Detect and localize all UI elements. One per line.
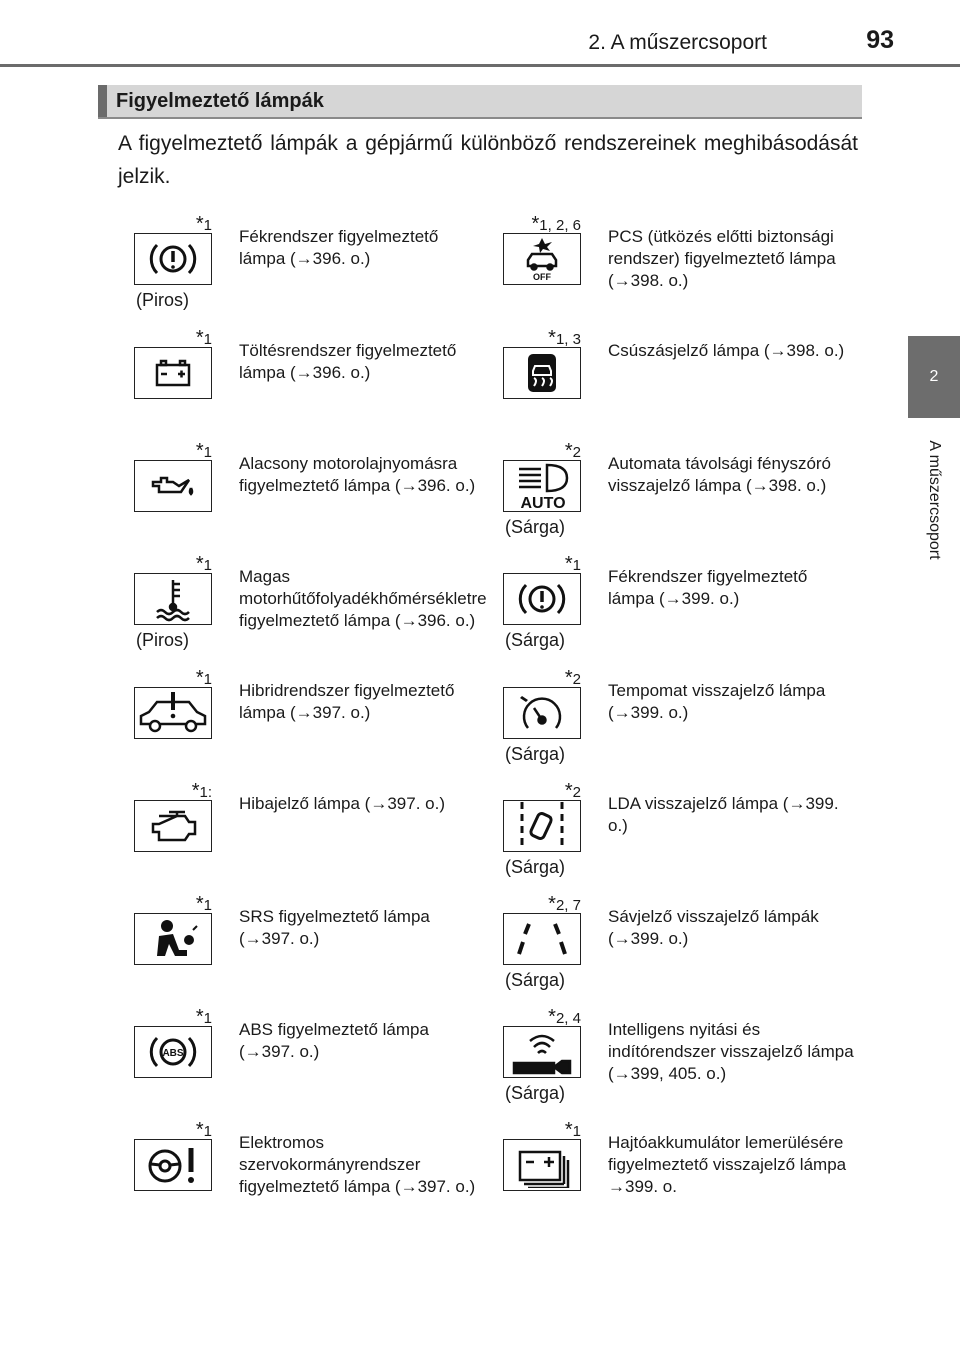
indicator-footnote-ref: *2, 4 — [548, 1006, 581, 1028]
indicator-icon-box — [134, 913, 212, 965]
indicator-icon-box — [503, 1139, 581, 1191]
svg-text:OFF: OFF — [533, 272, 551, 282]
indicator-icon-box — [134, 347, 212, 399]
indicator-icon-box — [134, 1139, 212, 1191]
indicator-item — [501, 667, 861, 775]
indicator-icon-box — [503, 687, 581, 739]
indicator-description: Fékrendszer figyelmeztető lámpa (→396. o.) — [239, 227, 439, 268]
indicator-description: Töltésrendszer figyelmeztető lámpa (→396. o.) — [239, 341, 457, 382]
indicator-item — [132, 667, 492, 775]
abs-icon — [143, 1030, 203, 1074]
indicator-description: Magas motorhűtőfolyadékhőmérsékletre figyelmeztető lámpa (→396. o.) — [239, 567, 487, 630]
indicator-item — [132, 780, 492, 888]
indicator-footnote-ref: *1 — [195, 893, 212, 915]
indicator-color-label: (Sárga) — [505, 857, 566, 877]
indicator-icon-box — [134, 233, 212, 285]
indicator-description: Hibridrendszer figyelmeztető lámpa (→397. o.) — [239, 681, 455, 722]
indicator-item — [501, 440, 861, 548]
indicator-item — [132, 893, 492, 1001]
pcs-off-icon — [512, 236, 572, 282]
page-number: 93 — [866, 26, 894, 54]
indicator-icon-box — [134, 687, 212, 739]
indicator-color-label: (Piros) — [136, 290, 189, 310]
indicator-description: Intelligens nyitási és indítórendszer visszajelző lámpa (→399, 405. o.) — [608, 1020, 854, 1083]
indicator-item — [501, 1006, 861, 1114]
chapter-tab-number: 2 — [929, 368, 939, 385]
indicator-description: Tempomat visszajelző lámpa (→399. o.) — [608, 681, 826, 722]
check-engine-icon — [141, 804, 205, 848]
section-rule — [98, 117, 862, 119]
indicator-color-label: (Sárga) — [505, 1083, 566, 1103]
indicator-footnote-ref: *1 — [195, 440, 212, 462]
indicator-description: SRS figyelmeztető lámpa (→397. o.) — [239, 907, 430, 948]
indicator-item — [132, 1119, 492, 1227]
indicator-item — [501, 213, 861, 321]
svg-text:ABS: ABS — [162, 1048, 184, 1059]
indicator-icon-box — [503, 913, 581, 965]
indicator-item — [501, 1119, 861, 1227]
indicator-footnote-ref: *1 — [195, 327, 212, 349]
indicator-footnote-ref: *1, 3 — [548, 327, 581, 349]
indicator-footnote-ref: *2, 7 — [548, 893, 581, 915]
indicator-item — [501, 553, 861, 661]
indicator-item — [132, 1006, 492, 1114]
indicator-icon-box — [503, 800, 581, 852]
indicator-footnote-ref: *2 — [564, 780, 581, 802]
indicator-description: Hibajelző lámpa (→397. o.) — [239, 794, 445, 813]
chapter-title: 2. A műszercsoport — [588, 31, 767, 54]
indicator-item — [132, 213, 492, 321]
indicator-footnote-ref: *1 — [195, 1119, 212, 1141]
indicator-icon-box — [134, 800, 212, 852]
svg-text:AUTO: AUTO — [520, 495, 566, 511]
indicator-description: Elektromos szervokormányrendszer figyelmeztető lámpa (→397. o.) — [239, 1133, 476, 1196]
indicator-description: PCS (ütközés előtti biztonsági rendszer) figyelmeztető lámpa (→398. o.) — [608, 227, 836, 290]
indicator-icon-box — [134, 573, 212, 625]
smart-key-icon — [506, 1027, 578, 1077]
chapter-side-label: A műszercsoport — [926, 440, 943, 560]
indicator-footnote-ref: *1 — [195, 667, 212, 689]
lane-marker-icon — [507, 916, 577, 962]
indicator-item — [501, 327, 861, 435]
indicator-icon-box — [503, 460, 581, 512]
auto-high-beam-icon — [507, 461, 577, 511]
section-intro: A figyelmeztető lámpák a gépjármű különböző rendszereinek meghibásodását jelzik. — [118, 132, 858, 188]
oil-pressure-icon — [143, 466, 203, 506]
indicator-item — [501, 780, 861, 888]
indicator-description: Sávjelző visszajelző lámpák (→399. o.) — [608, 907, 819, 948]
header-rule — [0, 64, 960, 67]
indicator-description: ABS figyelmeztető lámpa (→397. o.) — [239, 1020, 429, 1061]
indicator-color-label: (Sárga) — [505, 970, 566, 990]
indicator-icon-box — [503, 347, 581, 399]
indicator-description: Fékrendszer figyelmeztető lámpa (→399. o.) — [608, 567, 808, 608]
indicator-footnote-ref: *1 — [195, 1006, 212, 1028]
indicator-footnote-ref: *1 — [564, 553, 581, 575]
hybrid-warning-icon — [135, 690, 211, 736]
brake-warning-icon — [143, 237, 203, 281]
section-title: Figyelmeztető lámpák — [116, 89, 324, 112]
chapter-tab[interactable] — [908, 336, 960, 418]
coolant-temperature-icon — [143, 576, 203, 622]
indicator-color-label: (Sárga) — [505, 517, 566, 537]
indicator-footnote-ref: *1 — [195, 213, 212, 235]
indicator-footnote-ref: *1: — [191, 780, 212, 802]
indicator-description: LDA visszajelző lámpa (→399. o.) — [608, 794, 839, 835]
indicator-footnote-ref: *2 — [564, 440, 581, 462]
indicator-color-label: (Sárga) — [505, 630, 566, 650]
indicator-item — [132, 553, 492, 661]
indicator-footnote-ref: *2 — [564, 667, 581, 689]
indicator-footnote-ref: *1 — [195, 553, 212, 575]
indicator-icon-box — [503, 1026, 581, 1078]
slip-indicator-icon — [512, 350, 572, 396]
power-steering-icon — [141, 1142, 205, 1188]
indicator-color-label: (Piros) — [136, 630, 189, 650]
indicator-icon-box — [503, 233, 581, 285]
section-title-bar — [98, 85, 862, 117]
srs-airbag-icon — [143, 916, 203, 962]
indicator-description: Automata távolsági fényszóró visszajelző lámpa (→398. o.) — [608, 454, 832, 495]
lda-icon — [512, 798, 572, 854]
indicator-icon-box — [503, 573, 581, 625]
indicator-icon-box — [134, 460, 212, 512]
indicator-item — [501, 893, 861, 1001]
indicator-color-label: (Sárga) — [505, 744, 566, 764]
indicator-item — [132, 327, 492, 435]
indicator-description: Csúszásjelző lámpa (→398. o.) — [608, 341, 845, 360]
indicator-icon-box — [134, 1026, 212, 1078]
indicator-description: Hajtóakkumulátor lemerülésére figyelmeztető visszajelző lámpa →399. o. — [608, 1133, 847, 1196]
battery-charge-icon — [143, 353, 203, 393]
indicator-footnote-ref: *1, 2, 6 — [531, 213, 581, 235]
brake-warning-icon — [512, 577, 572, 621]
cruise-control-icon — [512, 690, 572, 736]
indicator-item — [132, 440, 492, 548]
indicator-description: Alacsony motorolajnyomásra figyelmeztető lámpa (→396. o.) — [239, 454, 476, 495]
indicator-footnote-ref: *1 — [564, 1119, 581, 1141]
traction-battery-icon — [510, 1142, 574, 1188]
